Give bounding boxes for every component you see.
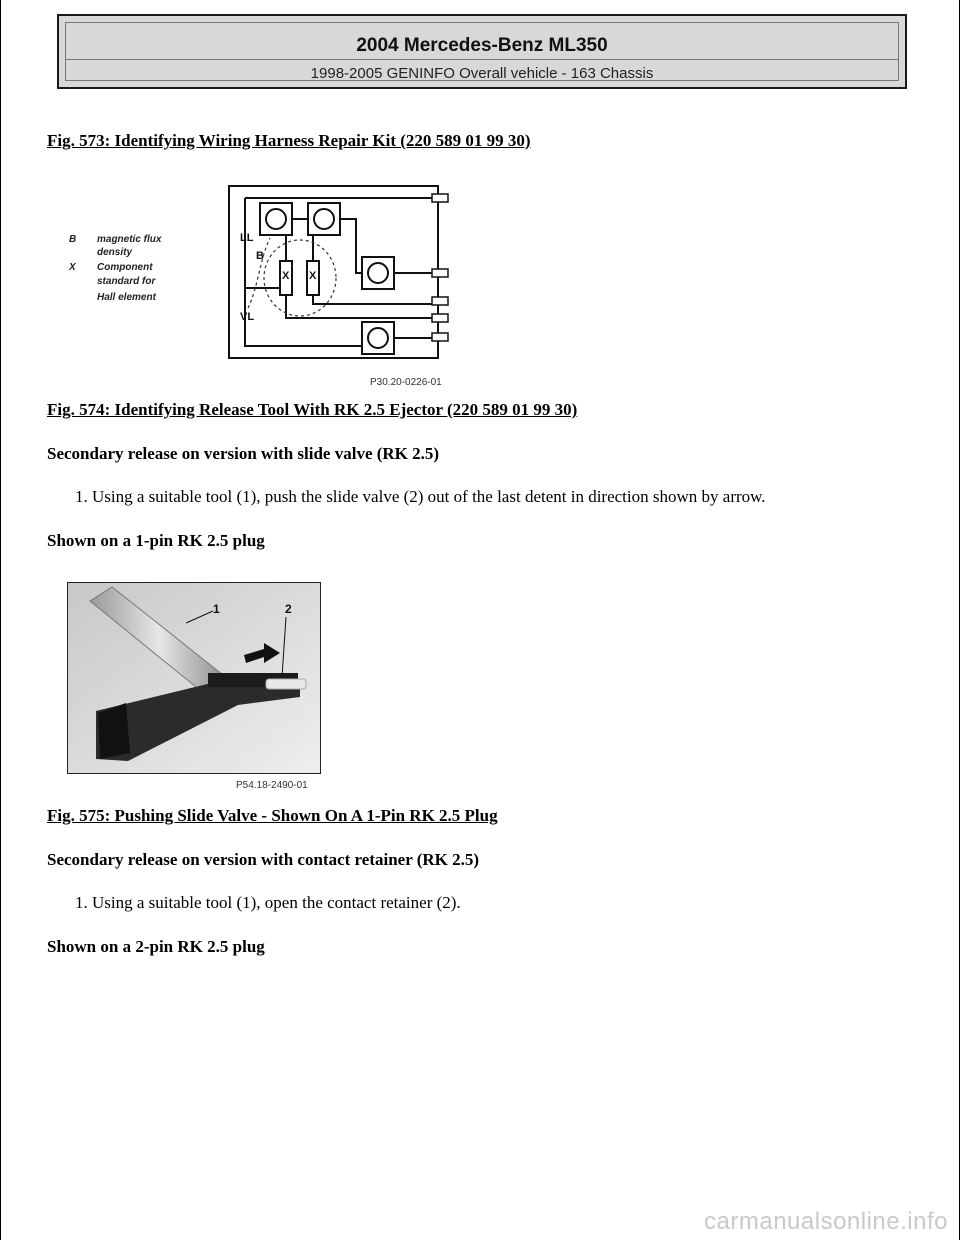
label-x1: X: [282, 270, 290, 282]
header-inner-frame: [65, 22, 899, 81]
connector-pin-3: [432, 297, 448, 305]
section-heading-slide-valve: Secondary release on version with slide valve (RK 2.5): [47, 444, 440, 463]
hall-sensor-box-4: [362, 322, 394, 354]
hall-sensor-box-2: [308, 203, 340, 235]
fig-574-caption: Fig. 574: Identifying Release Tool With RK 2.5 Ejector (220 589 01 99 30): [47, 400, 578, 419]
flux-arc: [248, 238, 270, 308]
label-vl: VL: [240, 311, 255, 323]
document-header: [57, 14, 907, 89]
legend-text-x-2: standard for: [97, 276, 156, 287]
header-subtitle: 1998-2005 GENINFO Overall vehicle - 163 Chassis: [310, 65, 654, 82]
legend-text-x-1: Component: [97, 262, 153, 273]
connector-pin-5: [432, 333, 448, 341]
shown-on-2-pin-label: Shown on a 2-pin RK 2.5 plug: [47, 937, 265, 956]
plug-photo-illustration: [68, 583, 320, 773]
hall-sensor-symbol-2: [314, 209, 334, 229]
hall-sensor-symbol-1: [266, 209, 286, 229]
schematic-wiring: [245, 198, 432, 346]
figure-code-p54: P54.18-2490-01: [236, 780, 308, 791]
header-title: 2004 Mercedes-Benz ML350: [356, 35, 608, 56]
hall-sensor-symbol-3: [368, 263, 388, 283]
watermark: carmanualsonline.info: [704, 1208, 948, 1235]
legend-key-x: X: [69, 262, 76, 273]
legend-text-x-3: Hall element: [97, 292, 156, 303]
hall-sensor-symbol-4: [368, 328, 388, 348]
legend-text-b-1: magnetic flux: [97, 234, 162, 245]
hall-element-schematic-figure: [60, 178, 480, 390]
label-ll: LL: [240, 232, 254, 244]
label-b: B: [256, 250, 264, 262]
section-heading-contact-retainer: Secondary release on version with contact retainer (RK 2.5): [47, 850, 480, 869]
callout-2: 2: [285, 602, 292, 616]
wire-terminal: [266, 679, 306, 689]
connector-pin-1: [432, 194, 448, 202]
fig-573-caption: Fig. 573: Identifying Wiring Harness Repair Kit (220 589 01 99 30): [47, 131, 531, 150]
step-open-contact-retainer: 1. Using a suitable tool (1), open the contact retainer (2).: [75, 893, 461, 912]
header-divider: [66, 59, 898, 60]
legend-key-b: B: [69, 234, 77, 245]
slide-valve-photo: [67, 582, 321, 774]
connector-pin-2: [432, 269, 448, 277]
hall-sensor-box-1: [260, 203, 292, 235]
callout-1: 1: [213, 602, 220, 616]
shown-on-1-pin-label: Shown on a 1-pin RK 2.5 plug: [47, 531, 265, 550]
step-push-slide-valve: 1. Using a suitable tool (1), push the slide valve (2) out of the last detent in direction shown by arrow.: [75, 487, 766, 506]
label-x2: X: [309, 270, 317, 282]
connector-pin-4: [432, 314, 448, 322]
hall-sensor-box-3: [362, 257, 394, 289]
plug-front-face: [98, 703, 130, 759]
figure-code-p30: P30.20-0226-01: [370, 377, 442, 388]
fig-575-caption: Fig. 575: Pushing Slide Valve - Shown On A 1-Pin RK 2.5 Plug: [47, 806, 498, 825]
legend-text-b-2: density: [97, 247, 133, 258]
